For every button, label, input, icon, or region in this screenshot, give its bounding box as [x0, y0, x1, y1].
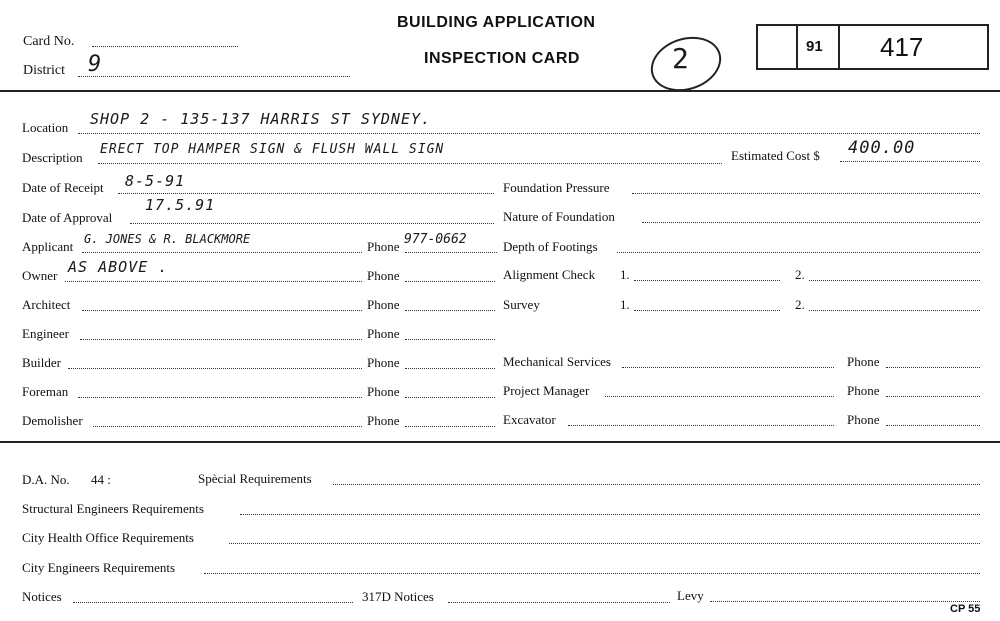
foreman-line: [78, 397, 362, 398]
notices-label: Notices: [22, 589, 62, 604]
district-label: District: [23, 63, 65, 78]
city-health-requirements-label: City Health Office Requirements: [22, 530, 194, 545]
alignment-check-2-line: [809, 280, 980, 281]
excavator-phone-label: Phone: [847, 412, 880, 427]
nature-of-foundation-line: [642, 222, 980, 223]
survey-label: Survey: [503, 297, 540, 312]
survey-1-line: [634, 310, 780, 311]
date-of-approval-label: Date of Approval: [22, 210, 113, 225]
levy-label: Levy: [677, 588, 704, 603]
owner-label: Owner: [22, 268, 58, 283]
date-of-receipt-label: Date of Receipt: [22, 180, 104, 195]
applicant-value: G. JONES & R. BLACKMORE: [84, 232, 251, 246]
owner-value: AS ABOVE .: [68, 258, 169, 276]
survey-1-label: 1.: [620, 297, 630, 312]
notices-317d-line: [448, 602, 670, 603]
builder-phone-line: [405, 368, 495, 369]
architect-line: [82, 310, 362, 311]
box-number: 417: [880, 32, 924, 62]
card-no-line: [92, 46, 238, 47]
city-health-requirements-line: [229, 543, 980, 544]
da-no-label: D.A. No.: [22, 472, 70, 487]
estimated-cost-label: Estimated Cost $: [731, 148, 820, 163]
foreman-phone-label: Phone: [367, 384, 400, 399]
demolisher-phone-line: [405, 426, 495, 427]
foundation-pressure-line: [632, 193, 980, 194]
circled-number-value: 2: [672, 42, 690, 75]
alignment-check-2-label: 2.: [795, 267, 805, 282]
structural-requirements-line: [240, 514, 980, 515]
excavator-label: Excavator: [503, 412, 556, 427]
engineer-phone-label: Phone: [367, 326, 400, 341]
project-manager-label: Project Manager: [503, 383, 590, 398]
builder-label: Builder: [22, 355, 61, 370]
mechanical-services-label: Mechanical Services: [503, 354, 611, 369]
survey-2-label: 2.: [795, 297, 805, 312]
location-line: [78, 133, 980, 134]
description-label: Description: [22, 150, 83, 165]
special-requirements-line: [333, 484, 980, 485]
levy-line: [710, 601, 980, 602]
page-title: BUILDING APPLICATION: [397, 14, 596, 31]
section-divider: [0, 441, 1000, 443]
description-line: [98, 163, 722, 164]
structural-requirements-label: Structural Engineers Requirements: [22, 501, 204, 516]
architect-phone-line: [405, 310, 495, 311]
foundation-pressure-label: Foundation Pressure: [503, 180, 610, 195]
date-of-approval-value: 17.5.91: [145, 196, 216, 214]
alignment-check-label: Alignment Check: [503, 267, 596, 282]
project-manager-phone-label: Phone: [847, 383, 880, 398]
card-number-box: [756, 24, 989, 70]
engineer-label: Engineer: [22, 326, 69, 341]
survey-2-line: [809, 310, 980, 311]
mechanical-services-phone-line: [886, 367, 980, 368]
engineer-line: [80, 339, 362, 340]
da-no-value: 44 :: [91, 472, 111, 487]
demolisher-line: [93, 426, 362, 427]
location-label: Location: [22, 120, 69, 135]
owner-phone-label: Phone: [367, 268, 400, 283]
foreman-phone-line: [405, 397, 495, 398]
mechanical-services-phone-label: Phone: [847, 354, 880, 369]
box-divider: [838, 24, 840, 70]
builder-phone-label: Phone: [367, 355, 400, 370]
architect-phone-label: Phone: [367, 297, 400, 312]
description-value: ERECT TOP HAMPER SIGN & FLUSH WALL SIGN: [100, 142, 445, 157]
excavator-line: [568, 425, 834, 426]
district-line: [78, 76, 350, 77]
date-of-receipt-value: 8-5-91: [125, 172, 186, 190]
estimated-cost-value: 400.00: [848, 138, 916, 158]
foreman-label: Foreman: [22, 384, 69, 399]
demolisher-label: Demolisher: [22, 413, 83, 428]
alignment-check-1-line: [634, 280, 780, 281]
applicant-phone-line: [405, 252, 497, 253]
page-subtitle: INSPECTION CARD: [424, 50, 580, 67]
demolisher-phone-label: Phone: [367, 413, 400, 428]
applicant-label: Applicant: [22, 239, 74, 254]
project-manager-phone-line: [886, 396, 980, 397]
date-of-approval-line: [130, 223, 494, 224]
form-code: CP 55: [950, 603, 981, 615]
depth-of-footings-line: [617, 252, 980, 253]
mechanical-services-line: [622, 367, 834, 368]
notices-317d-label: 317D Notices: [362, 589, 434, 604]
card-no-label: Card No.: [23, 34, 75, 49]
district-value: 9: [88, 52, 103, 77]
city-engineers-requirements-line: [204, 573, 980, 574]
applicant-line: [82, 252, 362, 253]
applicant-phone-value: 977-0662: [404, 232, 467, 247]
estimated-cost-line: [840, 161, 980, 162]
alignment-check-1-label: 1.: [620, 267, 630, 282]
box-divider: [796, 24, 798, 70]
owner-phone-line: [405, 281, 495, 282]
depth-of-footings-label: Depth of Footings: [503, 239, 598, 254]
nature-of-foundation-label: Nature of Foundation: [503, 209, 615, 224]
header-divider: [0, 90, 1000, 92]
engineer-phone-line: [405, 339, 495, 340]
project-manager-line: [605, 396, 834, 397]
special-requirements-label: Spècial Requirements: [198, 471, 312, 486]
notices-line: [73, 602, 353, 603]
city-engineers-requirements-label: City Engineers Requirements: [22, 560, 176, 575]
owner-line: [65, 281, 362, 282]
builder-line: [68, 368, 362, 369]
date-of-receipt-line: [118, 193, 494, 194]
location-value: SHOP 2 - 135-137 HARRIS ST SYDNEY.: [90, 110, 432, 128]
box-year: 91: [806, 38, 823, 55]
architect-label: Architect: [22, 297, 71, 312]
excavator-phone-line: [886, 425, 980, 426]
applicant-phone-label: Phone: [367, 239, 400, 254]
